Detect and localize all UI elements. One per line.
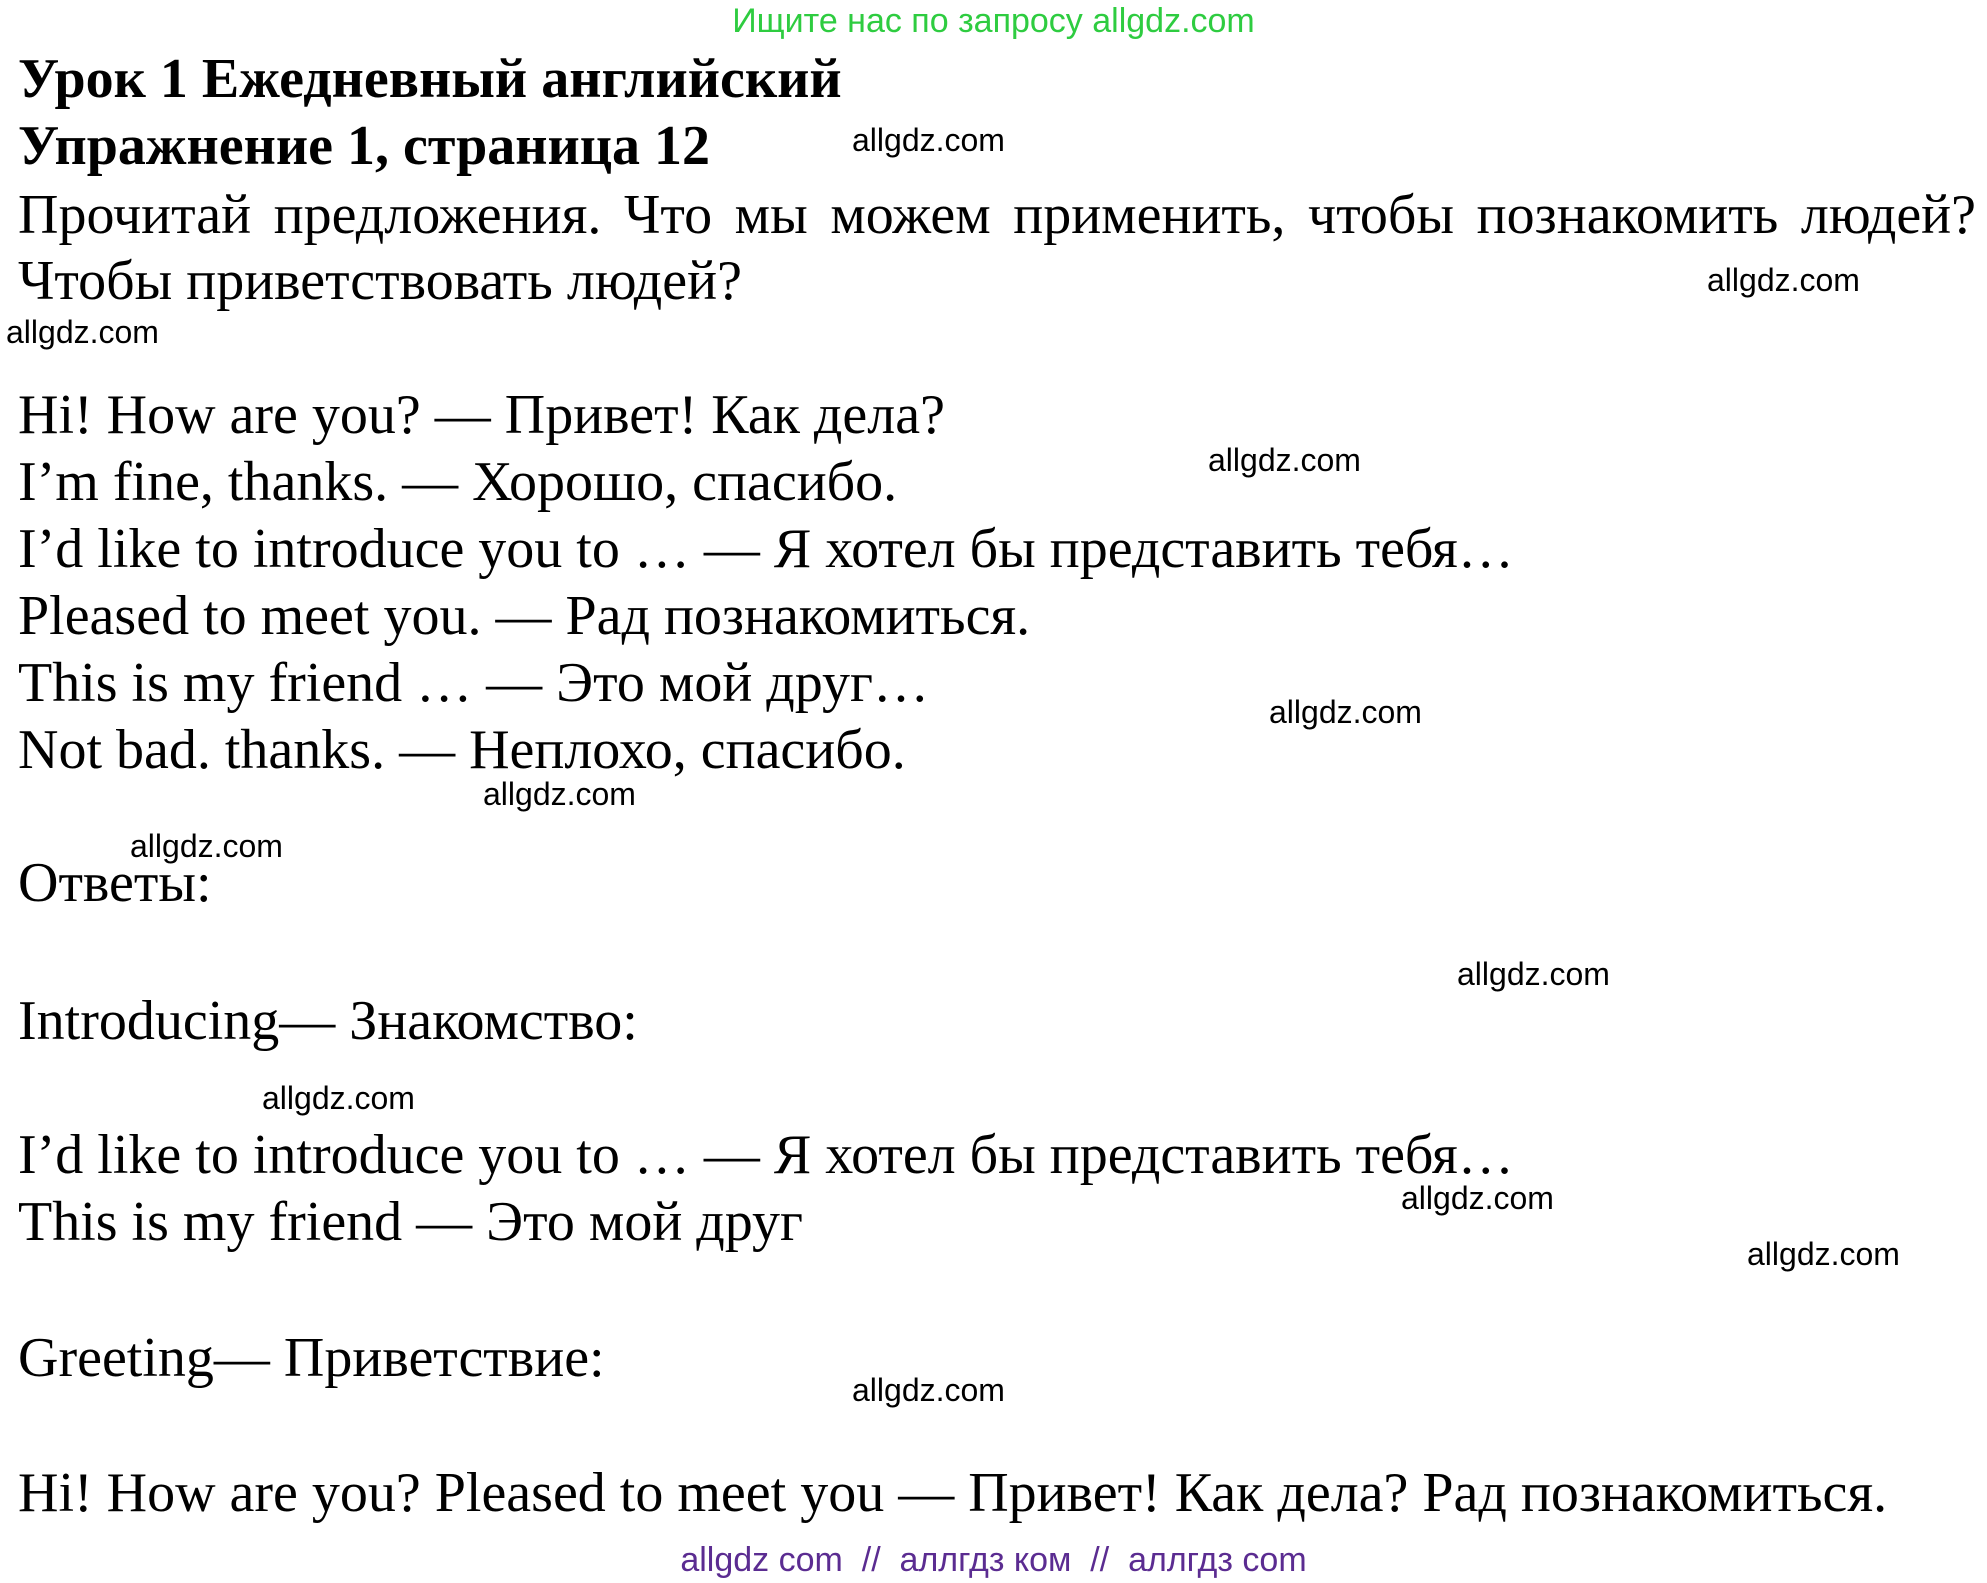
watermark: allgdz.com (852, 122, 1005, 158)
task-text: Прочитай предложения. Что мы можем применить, чтобы познакомить людей? Чтобы приветствовать людей? (18, 184, 1976, 312)
phrase-line: Not bad. thanks. — Неплохо, спасибо. (18, 719, 906, 781)
phrase-line: I’m fine, thanks. — Хорошо, спасибо. (18, 451, 898, 513)
watermark: allgdz.com (1269, 694, 1422, 730)
phrase-line: Pleased to meet you. — Рад познакомиться. (18, 585, 1031, 647)
watermark: allgdz.com (130, 828, 283, 864)
phrase-line: Hi! How are you? — Привет! Как дела? (18, 384, 945, 446)
watermark: allgdz.com (262, 1080, 415, 1116)
top-banner: Ищите нас по запросу allgdz.com (732, 2, 1255, 40)
introducing-line: I’d like to introduce you to … — Я хотел бы представить тебя… (18, 1124, 1514, 1186)
watermark: allgdz.com (6, 314, 159, 350)
greeting-line: Hi! How are you? Pleased to meet you — Привет! Как дела? Рад познакомиться. (18, 1462, 1888, 1524)
watermark: allgdz.com (1747, 1236, 1900, 1272)
introducing-lines (18, 1122, 1514, 1256)
watermark: allgdz.com (483, 776, 636, 812)
phrase-line: I’d like to introduce you to … — Я хотел бы представить тебя… (18, 518, 1514, 580)
answers-label: Ответы: (18, 852, 212, 914)
watermark: allgdz.com (1208, 442, 1361, 478)
introducing-line: This is my friend — Это мой друг (18, 1191, 804, 1253)
greeting-label: Greeting— Приветствие: (18, 1327, 605, 1389)
watermark: allgdz.com (1457, 956, 1610, 992)
phrase-line: This is my friend … — Это мой друг… (18, 652, 930, 714)
exercise-title: Упражнение 1, страница 12 (18, 115, 711, 177)
bottom-banner: allgdz com // аллгдз ком // аллгдз com (680, 1541, 1307, 1579)
watermark: allgdz.com (1707, 262, 1860, 298)
lesson-title: Урок 1 Ежедневный английский (18, 48, 842, 110)
introducing-label: Introducing— Знакомство: (18, 990, 638, 1052)
watermark: allgdz.com (852, 1372, 1005, 1408)
watermark: allgdz.com (1401, 1180, 1554, 1216)
